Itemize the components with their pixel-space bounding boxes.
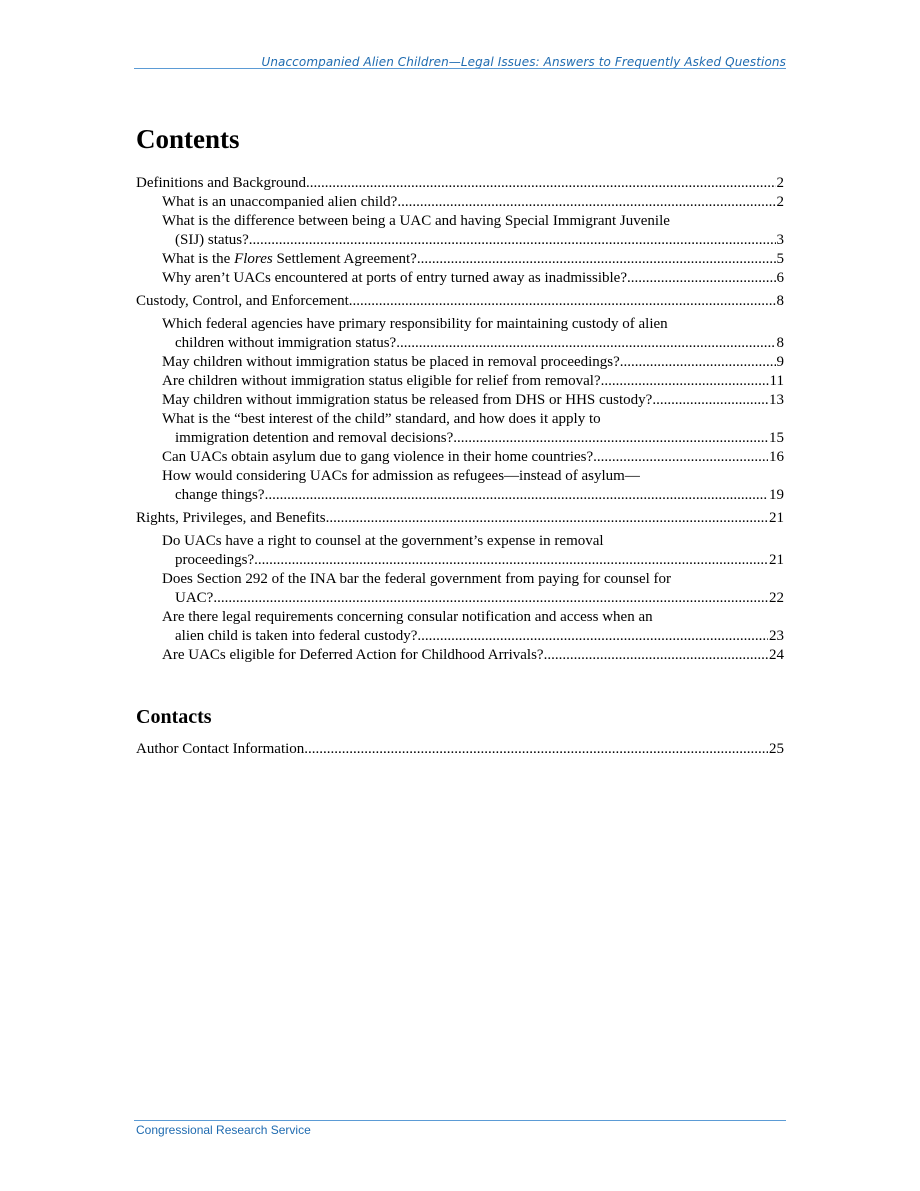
toc-item[interactable]: May children without immigration status be placed in removal proceedings? ..... 9	[136, 353, 784, 372]
page-number: 24	[769, 647, 784, 663]
page-number: 21	[769, 510, 784, 526]
table-of-contents	[136, 174, 784, 665]
page-number: 11	[769, 373, 784, 389]
page-number: 22	[769, 590, 784, 606]
footer-publisher: Congressional Research Service	[136, 1123, 311, 1137]
leader-dots	[306, 174, 776, 193]
leader-dots	[627, 269, 776, 288]
footer-rule	[134, 1120, 786, 1121]
leader-dots	[249, 231, 776, 250]
toc-item[interactable]: May children without immigration status be released from DHS or HHS custody? ..... 13	[136, 391, 784, 410]
leader-dots	[304, 740, 768, 759]
toc-item[interactable]: Are there legal requirements concerning consular notification and access when an alien child is taken into federal custody? ..... 23	[136, 608, 784, 646]
page-number: 8	[776, 293, 784, 309]
page-number: 23	[769, 628, 784, 644]
toc-item[interactable]: How would considering UACs for admission as refugees—instead of asylum— change things? ..... 19	[136, 467, 784, 505]
toc-item[interactable]: Can UACs obtain asylum due to gang violence in their home countries? ..... 16	[136, 448, 784, 467]
leader-dots	[417, 627, 768, 646]
page-number: 19	[769, 487, 784, 503]
page-number: 8	[776, 335, 784, 351]
leader-dots	[453, 429, 768, 448]
page-number: 9	[776, 354, 784, 370]
leader-dots	[417, 250, 776, 269]
page-number: 2	[776, 194, 784, 210]
toc-section-definitions[interactable]: Definitions and Background ..... 2	[136, 174, 784, 193]
toc-item[interactable]: What is the Flores Settlement Agreement? ..... 5	[136, 250, 784, 269]
page-number: 25	[769, 741, 784, 757]
toc-item[interactable]: Are children without immigration status eligible for relief from removal? ..... 11	[136, 372, 784, 391]
toc-section-rights[interactable]: Rights, Privileges, and Benefits ..... 21	[136, 509, 784, 528]
leader-dots	[397, 193, 775, 212]
toc-item[interactable]: What is an unaccompanied alien child? ..... 2	[136, 193, 784, 212]
toc-item-author-contact[interactable]: Author Contact Information ..... 25	[136, 740, 784, 759]
contacts-list	[136, 740, 784, 759]
page-number: 5	[776, 251, 784, 267]
toc-item[interactable]: Which federal agencies have primary responsibility for maintaining custody of alien children without immigration status? ..... 8	[136, 315, 784, 353]
leader-dots	[213, 589, 768, 608]
leader-dots	[396, 334, 775, 353]
page-number: 13	[769, 392, 784, 408]
page-number: 15	[769, 430, 784, 446]
leader-dots	[265, 486, 768, 505]
header-rule	[134, 68, 786, 69]
toc-item[interactable]: What is the difference between being a UAC and having Special Immigrant Juvenile (SIJ) status? ..... 3	[136, 212, 784, 250]
toc-section-custody[interactable]: Custody, Control, and Enforcement ..... 8	[136, 292, 784, 311]
page-number: 16	[769, 449, 784, 465]
page-number: 21	[769, 552, 784, 568]
leader-dots	[544, 646, 768, 665]
leader-dots	[326, 509, 768, 528]
contents-heading: Contents	[136, 124, 240, 154]
toc-item[interactable]: What is the “best interest of the child” standard, and how does it apply to immigration detention and removal decisions? ..... 15	[136, 410, 784, 448]
leader-dots	[254, 551, 768, 570]
leader-dots	[620, 353, 776, 372]
leader-dots	[601, 372, 769, 391]
toc-item[interactable]: Why aren’t UACs encountered at ports of entry turned away as inadmissible? ..... 6	[136, 269, 784, 288]
toc-item[interactable]: Are UACs eligible for Deferred Action for Childhood Arrivals? ..... 24	[136, 646, 784, 665]
leader-dots	[652, 391, 768, 410]
page-number: 3	[776, 232, 784, 248]
page-number: 2	[776, 175, 784, 191]
leader-dots	[593, 448, 768, 467]
toc-item[interactable]: Does Section 292 of the INA bar the federal government from paying for counsel for UAC? ..... 22	[136, 570, 784, 608]
running-header: Unaccompanied Alien Children—Legal Issues: Answers to Frequently Asked Questions	[261, 55, 786, 69]
toc-item[interactable]: Do UACs have a right to counsel at the government’s expense in removal proceedings? ..... 21	[136, 532, 784, 570]
page-number: 6	[776, 270, 784, 286]
leader-dots	[349, 292, 776, 311]
contacts-heading: Contacts	[136, 706, 212, 728]
